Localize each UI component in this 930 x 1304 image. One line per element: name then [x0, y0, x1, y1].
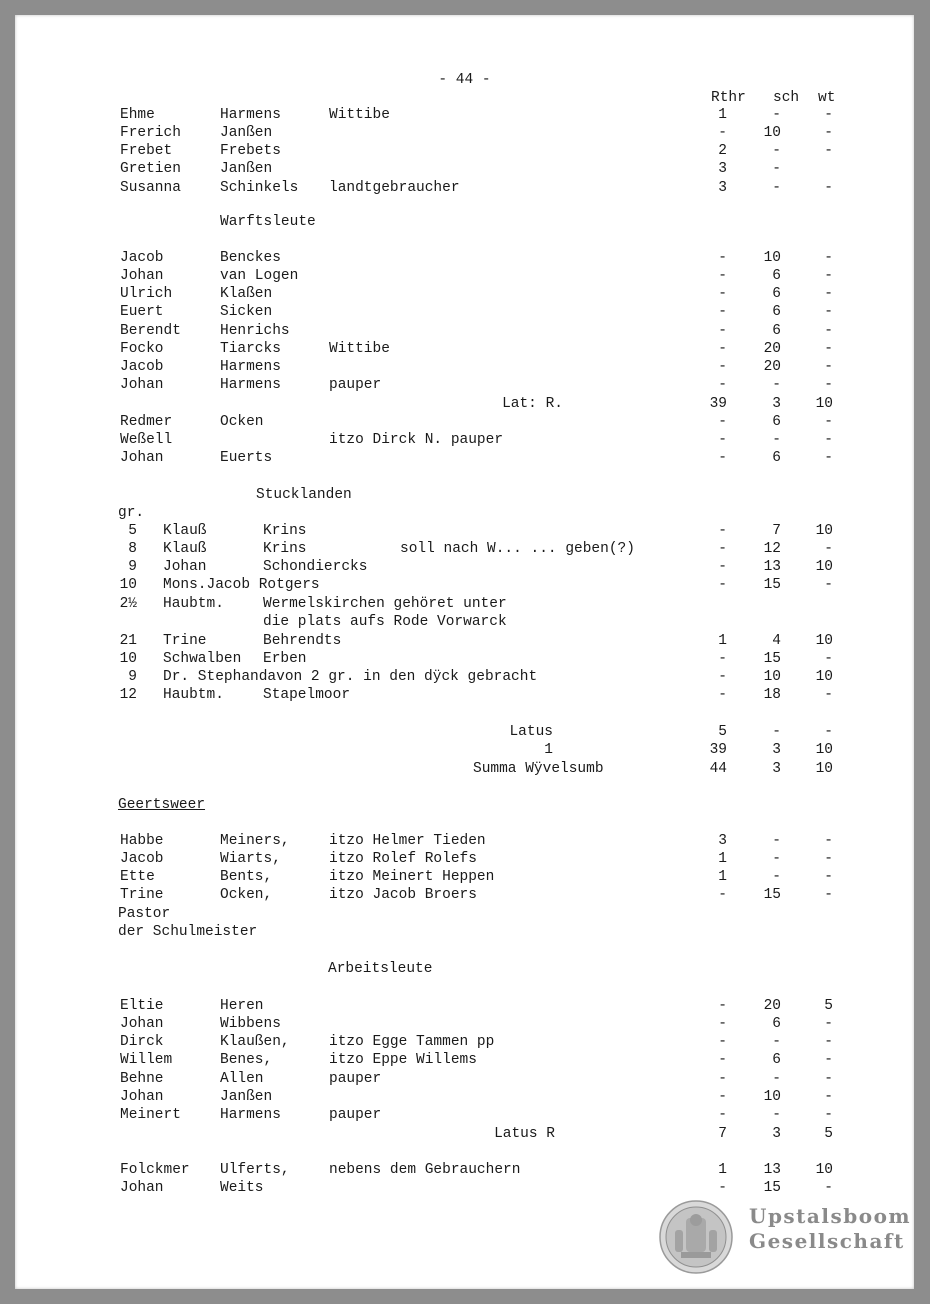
total-label: Summa Wÿvelsumb	[473, 761, 604, 777]
total-sch: 3	[772, 742, 781, 758]
entry-row-wt: -	[824, 304, 833, 321]
entry-row-col2: Harmens	[220, 107, 281, 123]
stuck-row-wt: -	[824, 651, 833, 668]
entry-row-rthr: -	[718, 1106, 727, 1123]
entry-row-col2: Schinkels	[220, 179, 299, 196]
entry-row-col1: Susanna	[120, 179, 181, 196]
col-header-wt: wt	[818, 90, 836, 106]
latus-r-label: Latus R	[494, 1126, 555, 1142]
stuck-row-col1: Klauß	[163, 523, 207, 539]
entry-row-wt: -	[824, 107, 833, 123]
stuck-row-col2: Erben	[263, 651, 307, 668]
total-sch: -	[772, 724, 781, 740]
entry-row-sch: -	[772, 1034, 781, 1051]
stuck-row-gr: 12	[119, 687, 137, 704]
stuck-row-wt: -	[824, 687, 833, 704]
entry-row-rthr: -	[718, 322, 727, 339]
stuck-row-gr: 9	[128, 559, 137, 576]
entry-row-rthr: -	[718, 414, 727, 430]
entry-row-rthr: -	[718, 250, 727, 266]
stuck-row-sch: 13	[763, 559, 781, 576]
stuck-row-sch: 12	[763, 541, 781, 558]
entry-row-col2: Klaßen	[220, 286, 273, 303]
entry-row-col1: Trine	[120, 887, 164, 904]
entry-row-col1: Jacob	[120, 250, 164, 266]
entry-row-col1: Jacob	[120, 358, 164, 375]
col-header-sch: sch	[773, 90, 800, 106]
entry-row-rthr: -	[718, 1070, 727, 1087]
section-heading-stucklanden: Stucklanden	[256, 487, 352, 503]
stuck-row-col1: Mons.Jacob Rotgers	[163, 577, 320, 594]
entry-row-wt: -	[824, 450, 833, 467]
total-rthr: 5	[718, 724, 727, 740]
stuck-row-col2: Behrendts	[263, 633, 342, 649]
stuck-haubtm-gr: 2½	[119, 596, 137, 612]
stuck-row-col3: soll nach W... ... geben(?)	[400, 541, 635, 558]
stuck-row-sch: 4	[772, 633, 781, 649]
stuck-row-gr: 5	[128, 523, 137, 539]
entry-row-wt: -	[824, 414, 833, 430]
entry-row-wt: -	[824, 432, 833, 449]
total-label: 1	[544, 742, 553, 758]
entry-row-col1: Johan	[120, 377, 164, 394]
stuck-row-wt: -	[824, 541, 833, 558]
entry-row-wt: -	[824, 1052, 833, 1069]
entry-row-rthr: -	[718, 1180, 727, 1197]
entry-row-col2: Meiners,	[220, 833, 290, 849]
entry-row-wt: -	[824, 1070, 833, 1087]
entry-row-sch: 6	[772, 450, 781, 467]
stuck-row-col1: Trine	[163, 633, 207, 649]
entry-row-rthr: -	[718, 125, 727, 142]
entry-row-col1: Dirck	[120, 1034, 164, 1051]
total-wt: 10	[815, 761, 833, 777]
entry-row-col1: Focko	[120, 340, 164, 357]
entry-row-sch: 6	[772, 414, 781, 430]
entry-row-rthr: -	[718, 432, 727, 449]
entry-row-sch: -	[772, 143, 781, 160]
entry-row-rthr: -	[718, 887, 727, 904]
entry-row-col1: Willem	[120, 1052, 173, 1069]
entry-row-rthr: -	[718, 304, 727, 321]
entry-row-col3: landtgebraucher	[329, 179, 460, 196]
upstalsboom-logo	[659, 1200, 912, 1280]
stuck-row-col1: Schwalben	[163, 651, 242, 668]
entry-row-rthr: 1	[718, 107, 727, 123]
entry-row-col1: Johan	[120, 268, 164, 285]
total-wt: 10	[815, 742, 833, 758]
entry-row-col2: Klaußen,	[220, 1034, 290, 1051]
total-sch: 3	[772, 761, 781, 777]
entry-row-col1: Euert	[120, 304, 164, 321]
entry-row-rthr: 1	[718, 869, 727, 886]
stuck-row-rthr: -	[718, 687, 727, 704]
entry-row-col1: Meinert	[120, 1106, 181, 1123]
entry-row-sch: 10	[763, 250, 781, 266]
entry-row-rthr: -	[718, 377, 727, 394]
entry-row-sch: 20	[763, 358, 781, 375]
logo-line-1: Upstalsboom	[749, 1204, 912, 1228]
entry-row-sch: -	[772, 107, 781, 123]
entry-row-wt: -	[824, 1016, 833, 1033]
entry-row-col1: Ehme	[120, 107, 155, 123]
entry-row-col2: van Logen	[220, 268, 299, 285]
entry-row-rthr: -	[718, 340, 727, 357]
entry-row-col1: Weßell	[120, 432, 173, 449]
entry-row-rthr: 3	[718, 179, 727, 196]
entry-row-sch: 20	[763, 998, 781, 1014]
latus-r-wt: 5	[824, 1126, 833, 1142]
entry-row-rthr: 3	[718, 833, 727, 849]
entry-row-col1: Berendt	[120, 322, 181, 339]
entry-row-col3: itzo Rolef Rolefs	[329, 851, 477, 868]
entry-row-col1: Redmer	[120, 414, 173, 430]
latus-r-rthr: 7	[718, 1126, 727, 1142]
entry-row-sch: 6	[772, 1052, 781, 1069]
entry-row-col2: Henrichs	[220, 322, 290, 339]
entry-row-sch: -	[772, 1070, 781, 1087]
entry-row-col2: Harmens	[220, 1106, 281, 1123]
entry-row-sch: -	[772, 833, 781, 849]
entry-row-sch: -	[772, 161, 781, 178]
entry-row-sch: 6	[772, 268, 781, 285]
entry-row-col1: Frebet	[120, 143, 173, 160]
entry-row-col2: Janßen	[220, 161, 273, 178]
stuck-row-sch: 7	[772, 523, 781, 539]
entry-row-wt: -	[824, 833, 833, 849]
entry-row-col2: Frebets	[220, 143, 281, 160]
entry-row-col1: Johan	[120, 1088, 164, 1105]
entry-row-col3: Wittibe	[329, 107, 390, 123]
entry-row-col2: Bents,	[220, 869, 273, 886]
entry-row-col2: Euerts	[220, 450, 273, 467]
entry-row-wt: -	[824, 377, 833, 394]
pastor-label: Pastor	[118, 906, 171, 922]
entry-row-col1: Frerich	[120, 125, 181, 142]
stuck-row-rthr: -	[718, 541, 727, 558]
document-page	[15, 15, 914, 1289]
entry-row-wt: -	[824, 125, 833, 142]
entry-row-sch: 15	[763, 1180, 781, 1197]
section-heading-geertsweer: Geertsweer	[118, 797, 206, 813]
stuck-row-gr: 9	[128, 669, 137, 686]
entry-row-sch: 20	[763, 340, 781, 357]
entry-row-sch: 10	[763, 1088, 781, 1105]
entry-row-wt: -	[824, 250, 833, 266]
entry-row-sch: -	[772, 432, 781, 449]
stuck-haubtm-col1: Haubtm.	[163, 596, 224, 612]
entry-row-col2: Benckes	[220, 250, 281, 266]
entry-row-col1: Gretien	[120, 161, 181, 178]
entry-row-sch: -	[772, 869, 781, 886]
stuck-row-col1: Johan	[163, 559, 207, 576]
entry-row-rthr: 1	[718, 851, 727, 868]
stuck-row-wt: 10	[815, 633, 833, 649]
entry-row-sch: -	[772, 377, 781, 394]
entry-row-rthr: -	[718, 998, 727, 1014]
latus-r-sch: 3	[772, 1126, 781, 1142]
stuck-row-wt: -	[824, 577, 833, 594]
stuck-row-col2: Krins	[263, 523, 307, 539]
schulmeister-label: der Schulmeister	[118, 924, 258, 940]
stuck-row-gr: 21	[119, 633, 137, 649]
entry-row-col2: Wiarts,	[220, 851, 281, 868]
entry-row-col2: Wibbens	[220, 1016, 281, 1033]
entry-row-sch: -	[772, 1106, 781, 1123]
page-number: - 44 -	[438, 72, 491, 88]
entry-row-col3: pauper	[329, 1106, 382, 1123]
stuck-row-rthr: -	[718, 523, 727, 539]
entry-row-wt: -	[824, 268, 833, 285]
entry-row-col3: nebens dem Gebrauchern	[329, 1162, 521, 1178]
total-wt: -	[824, 724, 833, 740]
col-header-rthr: Rthr	[711, 90, 746, 106]
subtotal-wt: 10	[815, 396, 833, 412]
stuck-row-wt: 10	[815, 523, 833, 539]
stuck-row-sch: 15	[763, 651, 781, 668]
entry-row-col2: Allen	[220, 1070, 264, 1087]
stuck-row-col2: Schondiercks	[263, 559, 368, 576]
stuck-row-rthr: 1	[718, 633, 727, 649]
entry-row-rthr: -	[718, 1052, 727, 1069]
section-heading-arbeitsleute: Arbeitsleute	[328, 961, 433, 977]
entry-row-wt: -	[824, 179, 833, 196]
entry-row-col3: itzo Jacob Broers	[329, 887, 477, 904]
entry-row-col3: itzo Meinert Heppen	[329, 869, 495, 886]
entry-row-rthr: -	[718, 358, 727, 375]
entry-row-col3: itzo Dirck N. pauper	[329, 432, 504, 449]
entry-row-col1: Johan	[120, 1016, 164, 1033]
entry-row-wt: -	[824, 1106, 833, 1123]
entry-row-wt: -	[824, 887, 833, 904]
entry-row-col2: Harmens	[220, 377, 281, 394]
stuck-row-wt: 10	[815, 559, 833, 576]
entry-row-col2: Janßen	[220, 125, 273, 142]
entry-row-col3: itzo Helmer Tieden	[329, 833, 486, 849]
total-rthr: 44	[709, 761, 727, 777]
subtotal-label: Lat: R.	[502, 396, 563, 412]
entry-row-wt: -	[824, 851, 833, 868]
stuck-row-gr: 8	[128, 541, 137, 558]
entry-row-col1: Behne	[120, 1070, 164, 1087]
entry-row-rthr: 1	[718, 1162, 727, 1178]
entry-row-col2: Janßen	[220, 1088, 273, 1105]
entry-row-col2: Heren	[220, 998, 264, 1014]
total-rthr: 39	[709, 742, 727, 758]
stuck-row-col1: Haubtm.	[163, 687, 224, 704]
stuck-row-rthr: -	[718, 577, 727, 594]
stuck-row-gr: 10	[119, 651, 137, 668]
entry-row-wt: -	[824, 322, 833, 339]
entry-row-rthr: -	[718, 1088, 727, 1105]
gr-label: gr.	[118, 505, 145, 521]
entry-row-wt: 10	[815, 1162, 833, 1178]
stuck-row-rthr: -	[718, 669, 727, 686]
stuck-haubtm-line1: Wermelskirchen gehöret unter	[263, 596, 507, 612]
entry-row-col1: Ulrich	[120, 286, 173, 303]
stuck-row-col2: Stapelmoor	[263, 687, 351, 704]
entry-row-col2: Sicken	[220, 304, 273, 321]
entry-row-col2: Ulferts,	[220, 1162, 290, 1178]
entry-row-sch: 6	[772, 286, 781, 303]
entry-row-sch: 6	[772, 322, 781, 339]
entry-row-col1: Habbe	[120, 833, 164, 849]
seal-icon	[659, 1200, 733, 1274]
entry-row-col3: Wittibe	[329, 340, 390, 357]
entry-row-wt: -	[824, 1088, 833, 1105]
entry-row-sch: 13	[763, 1162, 781, 1178]
total-label: Latus	[509, 724, 553, 740]
subtotal-sch: 3	[772, 396, 781, 412]
stuck-row-sch: 18	[763, 687, 781, 704]
entry-row-wt: -	[824, 143, 833, 160]
subtotal-rthr: 39	[709, 396, 727, 412]
stuck-row-col1: Dr. Stephandavon 2 gr. in den dÿck gebracht	[163, 669, 538, 686]
entry-row-rthr: -	[718, 268, 727, 285]
stuck-row-wt: 10	[815, 669, 833, 686]
entry-row-col3: itzo Egge Tammen pp	[329, 1034, 495, 1051]
entry-row-wt: -	[824, 869, 833, 886]
entry-row-col2: Weits	[220, 1180, 264, 1197]
entry-row-col1: Johan	[120, 450, 164, 467]
stuck-haubtm-line2: die plats aufs Rode Vorwarck	[263, 614, 507, 630]
entry-row-wt: -	[824, 340, 833, 357]
entry-row-col2: Ocken,	[220, 887, 273, 904]
stuck-row-col1: Klauß	[163, 541, 207, 558]
stuck-row-rthr: -	[718, 651, 727, 668]
section-heading-warftsleute: Warftsleute	[220, 214, 316, 230]
entry-row-col2: Harmens	[220, 358, 281, 375]
entry-row-col1: Johan	[120, 1180, 164, 1197]
entry-row-rthr: -	[718, 286, 727, 303]
entry-row-sch: 10	[763, 125, 781, 142]
stuck-row-sch: 10	[763, 669, 781, 686]
entry-row-rthr: 3	[718, 161, 727, 178]
entry-row-rthr: 2	[718, 143, 727, 160]
entry-row-wt: -	[824, 358, 833, 375]
entry-row-col1: Eltie	[120, 998, 164, 1014]
entry-row-col1: Ette	[120, 869, 155, 886]
entry-row-sch: 6	[772, 1016, 781, 1033]
entry-row-col3: itzo Eppe Willems	[329, 1052, 477, 1069]
logo-line-2: Gesellschaft	[749, 1229, 905, 1253]
stuck-row-gr: 10	[119, 577, 137, 594]
entry-row-col1: Jacob	[120, 851, 164, 868]
entry-row-rthr: -	[718, 450, 727, 467]
entry-row-col2: Benes,	[220, 1052, 273, 1069]
entry-row-sch: 6	[772, 304, 781, 321]
entry-row-wt: 5	[824, 998, 833, 1014]
entry-row-col2: Ocken	[220, 414, 264, 430]
entry-row-col3: pauper	[329, 1070, 382, 1087]
stuck-row-rthr: -	[718, 559, 727, 576]
stuck-row-sch: 15	[763, 577, 781, 594]
entry-row-rthr: -	[718, 1034, 727, 1051]
entry-row-wt: -	[824, 1180, 833, 1197]
entry-row-sch: -	[772, 851, 781, 868]
entry-row-col1: Folckmer	[120, 1162, 190, 1178]
entry-row-wt: -	[824, 286, 833, 303]
entry-row-col3: pauper	[329, 377, 382, 394]
entry-row-wt: -	[824, 1034, 833, 1051]
entry-row-sch: -	[772, 179, 781, 196]
entry-row-rthr: -	[718, 1016, 727, 1033]
stuck-row-col2: Krins	[263, 541, 307, 558]
entry-row-col2: Tiarcks	[220, 340, 281, 357]
entry-row-sch: 15	[763, 887, 781, 904]
